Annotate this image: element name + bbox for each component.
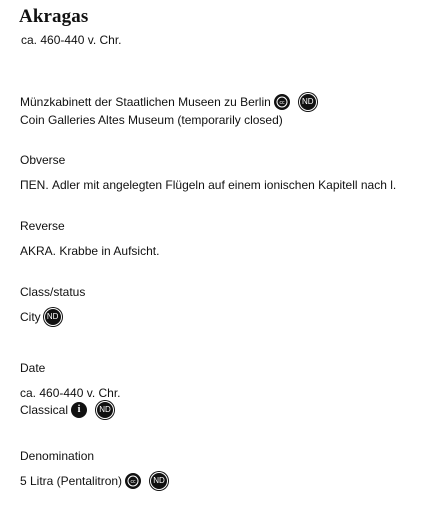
no-derivatives-icon[interactable]: ND xyxy=(96,401,114,419)
creative-commons-icon[interactable] xyxy=(125,473,141,489)
page-title: Akragas xyxy=(19,6,89,27)
page-subtitle-date: ca. 460-440 v. Chr. xyxy=(21,33,122,47)
reverse-section xyxy=(20,219,159,259)
date-value: ca. 460-440 v. Chr. xyxy=(20,386,121,400)
class-status-value: City xyxy=(20,309,41,324)
no-derivatives-icon[interactable]: ND xyxy=(150,472,168,490)
denomination-section xyxy=(20,449,168,490)
svg-text:cc: cc xyxy=(130,479,136,485)
reverse-description: AKRA. Krabbe in Aufsicht. xyxy=(20,244,160,258)
no-derivatives-icon[interactable]: ND xyxy=(44,308,62,326)
date-label: Date xyxy=(20,361,46,375)
collection-section xyxy=(20,93,317,129)
svg-text:cc: cc xyxy=(279,100,285,106)
no-derivatives-icon[interactable]: ND xyxy=(299,93,317,111)
obverse-section xyxy=(20,153,396,193)
info-icon[interactable]: i xyxy=(71,402,87,418)
creative-commons-icon[interactable] xyxy=(274,94,290,110)
denomination-label: Denomination xyxy=(20,449,95,463)
obverse-label: Obverse xyxy=(20,153,66,167)
period-value: Classical xyxy=(20,402,69,417)
denomination-value: 5 Litra (Pentalitron) xyxy=(20,473,123,488)
institution-name: Münzkabinett der Staatlichen Museen zu Berlin xyxy=(20,94,271,109)
class-status-label: Class/status xyxy=(20,285,86,299)
class-status-section xyxy=(20,285,85,326)
date-section xyxy=(20,361,121,419)
obverse-description: ΠΕΝ. Adler mit angelegten Flügeln auf einem ionischen Kapitell nach l. xyxy=(20,178,397,192)
reverse-label: Reverse xyxy=(20,219,65,233)
collection-location: Coin Galleries Altes Museum (temporarily closed) xyxy=(20,112,283,127)
